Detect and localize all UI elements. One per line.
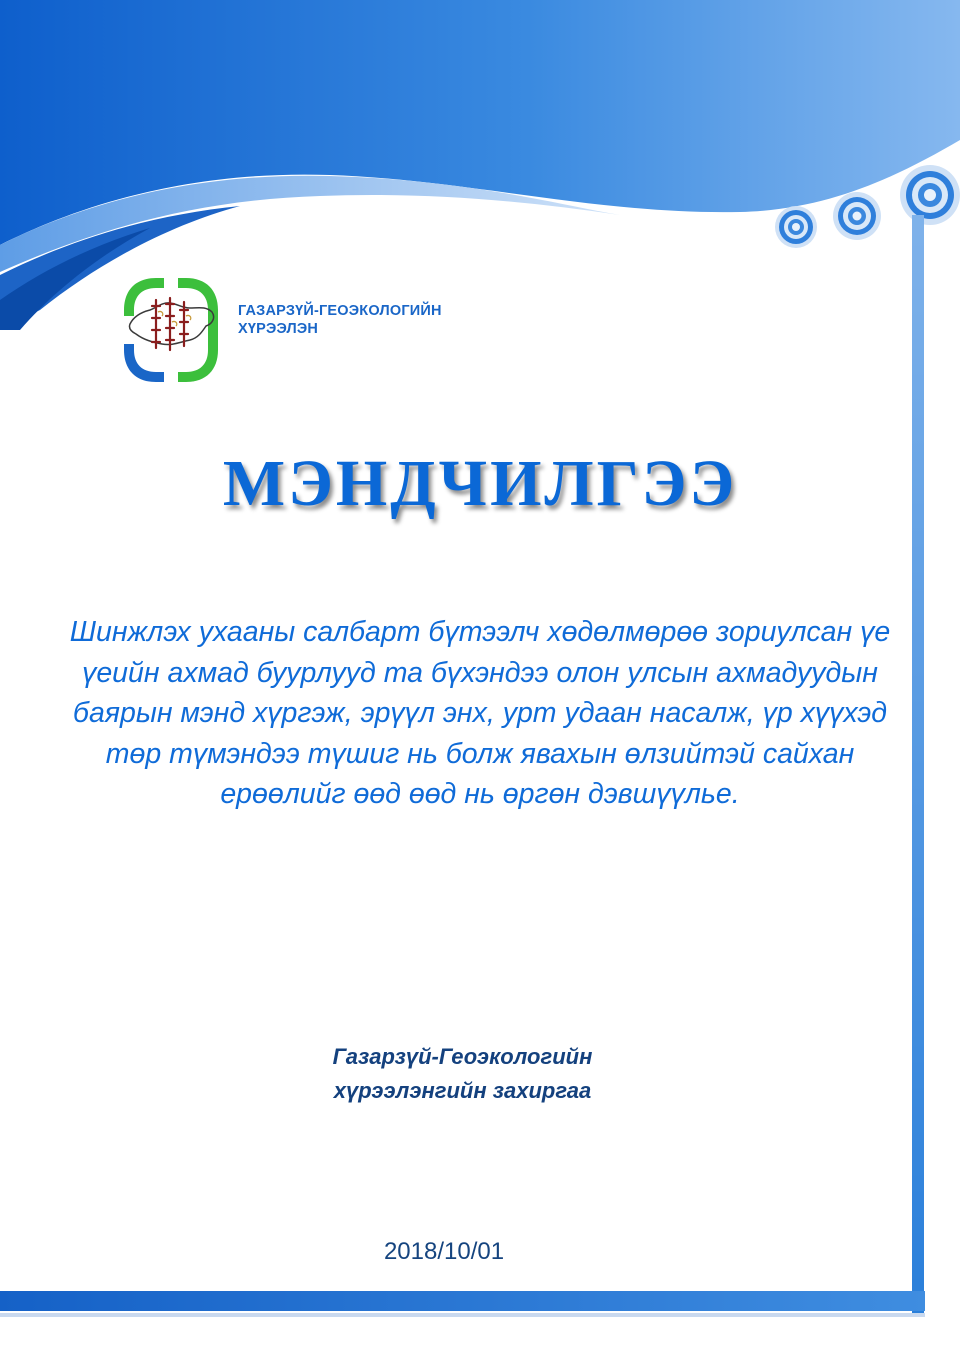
circle-medium xyxy=(833,192,881,240)
right-border-bar xyxy=(912,215,924,1313)
organization-name-line2: ХҮРЭЭЛЭН xyxy=(238,321,319,337)
organization-name-line1: ГАЗАРЗҮЙ-ГЕОЭКОЛОГИЙН xyxy=(238,303,442,319)
message-line: төр түмэндээ түшиг нь болж явахын өлзийтэй сайхан xyxy=(105,737,855,770)
document-date: 2018/10/01 xyxy=(383,1238,505,1265)
concentric-circles-decoration xyxy=(770,165,960,255)
bottom-border-bar xyxy=(0,1291,925,1311)
circle-small xyxy=(775,206,817,248)
signature-block xyxy=(0,1040,925,1108)
signature-line2: хүрээлэнгийн захиргаа xyxy=(333,1078,592,1103)
bottom-thin-line xyxy=(0,1313,925,1317)
circle-large xyxy=(900,165,960,225)
institute-logo xyxy=(116,272,226,388)
message-line: баярын мэнд хүргэж, эрүүл энх, урт удаан насалж, үр хүүхэд xyxy=(72,697,888,729)
page-title: МЭНДЧИЛГЭЭ xyxy=(222,447,738,520)
message-line: үеийн ахмад буурлууд та бүхэндээ олон улсын ахмадуудын xyxy=(82,656,878,689)
message-line: ерөөлийг өөд өөд нь өргөн дэвшүүлье. xyxy=(220,778,740,810)
organization-name xyxy=(238,302,442,338)
signature-line1: Газарзүй-Геоэкологийн xyxy=(332,1044,593,1069)
greeting-message xyxy=(0,612,960,815)
message-line: Шинжлэх ухааны салбарт бүтээлч хөдөлмөрөө зориулсан үе xyxy=(69,616,891,648)
